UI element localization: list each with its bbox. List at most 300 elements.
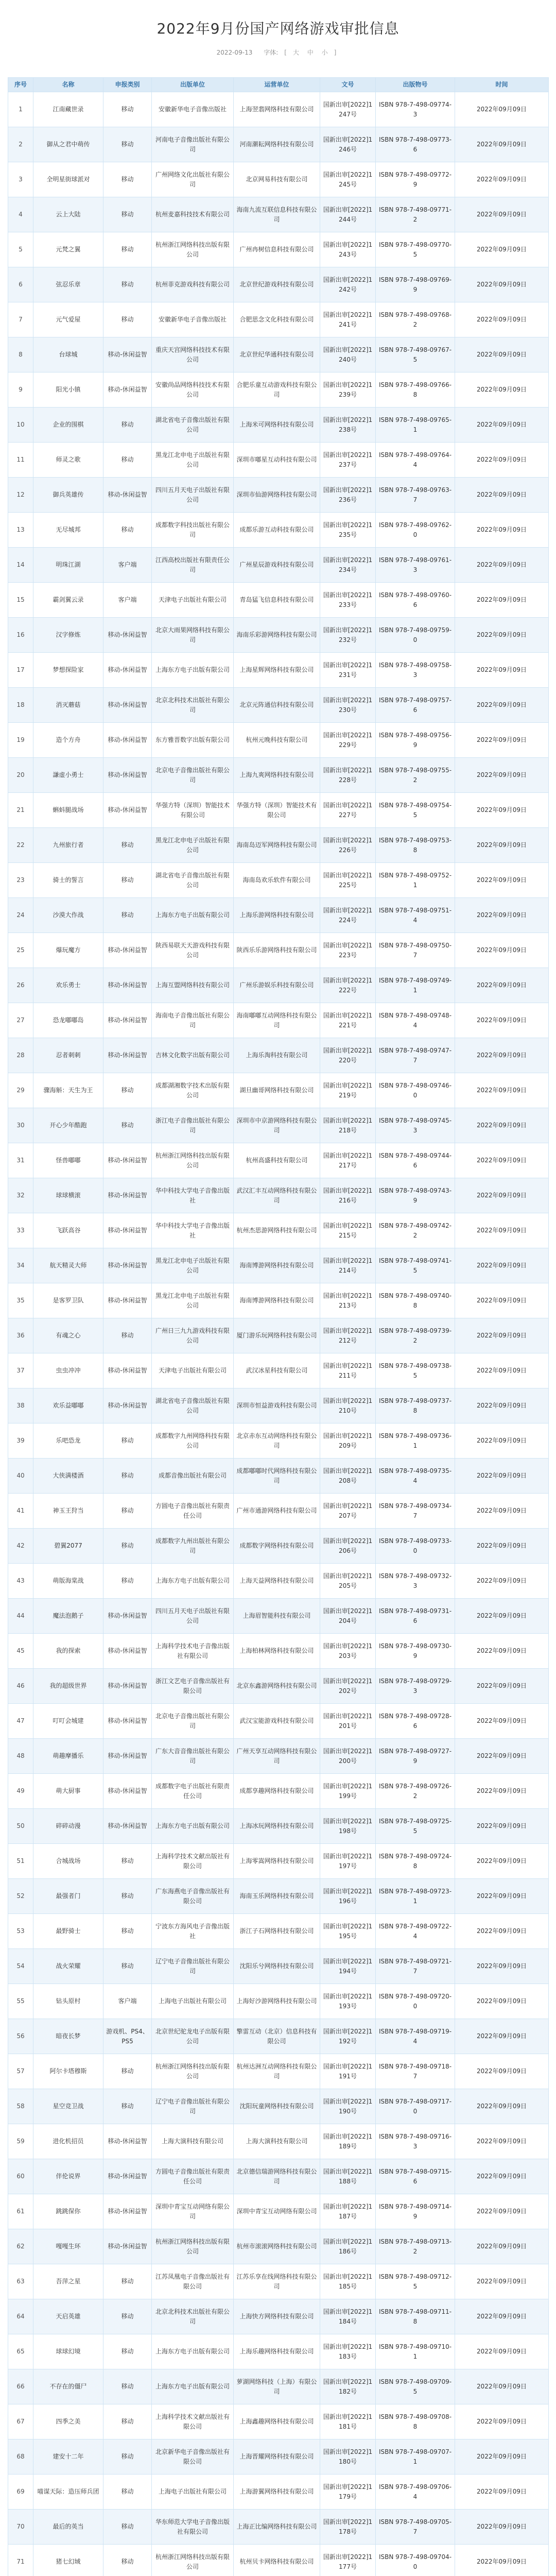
cell-publisher: 海南电子音像出版社有限公司 (152, 1003, 234, 1038)
table-row (8, 1984, 549, 2019)
cell-isbn: ISBN 978-7-498-09726-2 (376, 1774, 455, 1809)
cell-category: 移动 (103, 408, 152, 443)
cell-operator: 上海天益网络科技有限公司 (234, 1564, 320, 1599)
cell-operator: 海南博游网络科技有限公司 (234, 1248, 320, 1283)
table-row (8, 2545, 549, 2576)
cell-publisher: 北京电子音像出版社有限公司 (152, 758, 234, 793)
table-row (8, 1073, 549, 1108)
cell-isbn: ISBN 978-7-498-09720-0 (376, 1984, 455, 2019)
cell-date: 2022年09月09日 (455, 1283, 549, 1318)
cell-operator: 陕西乐乐游网络科技有限公司 (234, 933, 320, 968)
cell-approval-no: 国新出审[2022]1247号 (320, 92, 376, 127)
cell-isbn: ISBN 978-7-498-09739-2 (376, 1318, 455, 1353)
cell-approval-no: 国新出审[2022]1224号 (320, 898, 376, 933)
table-row (8, 1529, 549, 1564)
cell-index: 11 (8, 443, 33, 478)
cell-category: 移动-休闲益智 (103, 1739, 152, 1774)
cell-game-name: 萌版海棠战 (33, 1564, 103, 1599)
cell-operator: 武汉宝能游戏科技有限公司 (234, 1704, 320, 1739)
table-row (8, 933, 549, 968)
cell-isbn: ISBN 978-7-498-09706-4 (376, 2475, 455, 2510)
cell-game-name: 钻头原村 (33, 1984, 103, 2019)
cell-index: 63 (8, 2264, 33, 2299)
cell-game-name: 欢乐勇士 (33, 968, 103, 1003)
table-row (8, 2159, 549, 2194)
cell-game-name: 萌趣摩播乐 (33, 1739, 103, 1774)
cell-approval-no: 国新出审[2022]1214号 (320, 1248, 376, 1283)
cell-approval-no: 国新出审[2022]1244号 (320, 197, 376, 232)
cell-isbn: ISBN 978-7-498-09753-8 (376, 828, 455, 863)
cell-date: 2022年09月09日 (455, 2510, 549, 2545)
cell-isbn: ISBN 978-7-498-09746-0 (376, 1073, 455, 1108)
cell-operator: 上海冰玩网络科技有限公司 (234, 1809, 320, 1844)
cell-date: 2022年09月09日 (455, 1809, 549, 1844)
cell-category: 移动 (103, 1844, 152, 1879)
table-row (8, 863, 549, 898)
cell-index: 22 (8, 828, 33, 863)
cell-game-name: 四季之美 (33, 2404, 103, 2439)
cell-category: 客户端 (103, 1984, 152, 2019)
cell-isbn: ISBN 978-7-498-09757-6 (376, 688, 455, 723)
cell-approval-no: 国新出审[2022]1197号 (320, 1844, 376, 1879)
cell-game-name: 叮叮会城建 (33, 1704, 103, 1739)
cell-operator: 成都数字网络科技有限公司 (234, 1529, 320, 1564)
cell-operator: 华强方特（深圳）智能技术有限公司 (234, 793, 320, 828)
cell-index: 56 (8, 2019, 33, 2054)
cell-isbn: ISBN 978-7-498-09715-6 (376, 2159, 455, 2194)
cell-isbn: ISBN 978-7-498-09770-5 (376, 232, 455, 267)
cell-approval-no: 国新出审[2022]1179号 (320, 2475, 376, 2510)
cell-game-name: 阳光小镇 (33, 372, 103, 408)
cell-index: 28 (8, 1038, 33, 1073)
cell-operator: 上海大演科技有限公司 (234, 2124, 320, 2159)
cell-publisher: 北京电子音像出版社有限公司 (152, 1704, 234, 1739)
cell-publisher: 上海科学技术电子音像出版社有限公司 (152, 1634, 234, 1669)
cell-category: 移动-休闲益智 (103, 2229, 152, 2264)
cell-game-name: 台球城 (33, 337, 103, 372)
cell-index: 12 (8, 478, 33, 513)
cell-category: 客户端 (103, 548, 152, 583)
cell-date: 2022年09月09日 (455, 2264, 549, 2299)
cell-approval-no: 国新出审[2022]1226号 (320, 828, 376, 863)
cell-isbn: ISBN 978-7-498-09721-7 (376, 1949, 455, 1984)
cell-isbn: ISBN 978-7-498-09764-4 (376, 443, 455, 478)
cell-date: 2022年09月09日 (455, 267, 549, 302)
cell-publisher: 北京北科技术出版社有限公司 (152, 688, 234, 723)
cell-operator: 上海柏林网络科技有限公司 (234, 1634, 320, 1669)
cell-category: 移动-休闲益智 (103, 337, 152, 372)
cell-publisher: 成都数字科技出版社有限公司 (152, 513, 234, 548)
cell-approval-no: 国新出审[2022]1198号 (320, 1809, 376, 1844)
cell-game-name: 元气爱屋 (33, 302, 103, 337)
cell-approval-no: 国新出审[2022]1225号 (320, 863, 376, 898)
cell-date: 2022年09月09日 (455, 2124, 549, 2159)
cell-date: 2022年09月09日 (455, 828, 549, 863)
cell-game-name: 师灵之歌 (33, 443, 103, 478)
cell-index: 43 (8, 1564, 33, 1599)
table-row (8, 618, 549, 653)
cell-publisher: 天津电子出版社有限公司 (152, 583, 234, 618)
cell-index: 41 (8, 1494, 33, 1529)
cell-approval-no: 国新出审[2022]1220号 (320, 1038, 376, 1073)
cell-game-name: 謙虚小勇士 (33, 758, 103, 793)
cell-operator: 上海晋耀网络科技有限公司 (234, 2439, 320, 2475)
cell-game-name: 梦想探险家 (33, 653, 103, 688)
cell-isbn: ISBN 978-7-498-09716-3 (376, 2124, 455, 2159)
cell-category: 移动-休闲益智 (103, 1003, 152, 1038)
cell-approval-no: 国新出审[2022]1206号 (320, 1529, 376, 1564)
cell-game-name: 御从之君中萌传 (33, 127, 103, 162)
cell-approval-no: 国新出审[2022]1196号 (320, 1879, 376, 1914)
font-size-label: 字体: (264, 49, 279, 56)
cell-publisher: 华中科技大学电子音像出版社 (152, 1178, 234, 1213)
cell-publisher: 华中科技大学电子音像出版社 (152, 1213, 234, 1248)
cell-game-name: 欢乐益嘟嘟 (33, 1388, 103, 1423)
cell-operator: 杭州杰思游网络科技有限公司 (234, 1213, 320, 1248)
cell-category: 移动 (103, 2299, 152, 2334)
table-row (8, 408, 549, 443)
cell-game-name: 星空竞卫战 (33, 2089, 103, 2124)
cell-isbn: ISBN 978-7-498-09730-9 (376, 1634, 455, 1669)
table-row (8, 443, 549, 478)
cell-category: 移动-休闲益智 (103, 1388, 152, 1423)
cell-operator: 海南乐彩游网络科技有限公司 (234, 618, 320, 653)
table-row (8, 2194, 549, 2229)
cell-isbn: ISBN 978-7-498-09705-7 (376, 2510, 455, 2545)
cell-category: 移动-休闲益智 (103, 688, 152, 723)
cell-approval-no: 国新出审[2022]1233号 (320, 583, 376, 618)
table-row (8, 898, 549, 933)
cell-isbn: ISBN 978-7-498-09759-0 (376, 618, 455, 653)
cell-operator: 上海正比编网络科技有限公司 (234, 2510, 320, 2545)
cell-operator: 北京赤东互动网络科技有限公司 (234, 1423, 320, 1459)
cell-isbn: ISBN 978-7-498-09724-8 (376, 1844, 455, 1879)
cell-operator: 厦门游乐玩网络科技有限公司 (234, 1318, 320, 1353)
cell-date: 2022年09月09日 (455, 337, 549, 372)
font-size-medium[interactable]: 中 (307, 49, 314, 56)
cell-approval-no: 国新出审[2022]1242号 (320, 267, 376, 302)
table-row (8, 723, 549, 758)
cell-index: 26 (8, 968, 33, 1003)
cell-approval-no: 国新出审[2022]1241号 (320, 302, 376, 337)
cell-operator: 武汉冰星科技有限公司 (234, 1353, 320, 1388)
cell-category: 移动 (103, 1494, 152, 1529)
cell-approval-no: 国新出审[2022]1229号 (320, 723, 376, 758)
cell-game-name: 碎碎动漫 (33, 1809, 103, 1844)
cell-index: 38 (8, 1388, 33, 1423)
cell-publisher: 方圆电子音像出版社有限责任公司 (152, 1494, 234, 1529)
table-row (8, 127, 549, 162)
cell-category: 移动-休闲益智 (103, 653, 152, 688)
cell-operator: 合肥思念文化科技有限公司 (234, 302, 320, 337)
cell-game-name: 飞跃高谷 (33, 1213, 103, 1248)
cell-approval-no: 国新出审[2022]1195号 (320, 1914, 376, 1949)
cell-category: 移动-休闲益智 (103, 1634, 152, 1669)
font-size-small[interactable]: 小 (321, 49, 328, 56)
cell-isbn: ISBN 978-7-498-09725-5 (376, 1809, 455, 1844)
cell-publisher: 广东海燕电子音像出版社有限公司 (152, 1879, 234, 1914)
cell-publisher: 杭州浙江网络科技出版有限公司 (152, 1143, 234, 1178)
cell-category: 移动 (103, 2510, 152, 2545)
cell-index: 68 (8, 2439, 33, 2475)
cell-category: 移动-休闲益智 (103, 933, 152, 968)
cell-publisher: 杭州菲克游戏科技有限公司 (152, 267, 234, 302)
cell-index: 17 (8, 653, 33, 688)
cell-approval-no: 国新出审[2022]1181号 (320, 2404, 376, 2439)
cell-publisher: 成都数字电子出版社有限责任公司 (152, 1774, 234, 1809)
table-row (8, 2089, 549, 2124)
cell-date: 2022年09月09日 (455, 1494, 549, 1529)
cell-isbn: ISBN 978-7-498-09772-9 (376, 162, 455, 197)
cell-category: 移动 (103, 197, 152, 232)
table-row (8, 1213, 549, 1248)
cell-publisher: 方圆电子音像出版社有限责任公司 (152, 2159, 234, 2194)
cell-index: 1 (8, 92, 33, 127)
cell-approval-no: 国新出审[2022]1199号 (320, 1774, 376, 1809)
cell-category: 移动 (103, 232, 152, 267)
table-row (8, 758, 549, 793)
cell-operator: 上海九爽网络科技有限公司 (234, 758, 320, 793)
table-row (8, 513, 549, 548)
cell-date: 2022年09月09日 (455, 688, 549, 723)
table-row (8, 828, 549, 863)
cell-isbn: ISBN 978-7-498-09719-4 (376, 2019, 455, 2054)
cell-category: 移动 (103, 1108, 152, 1143)
column-header-name: 名称 (33, 78, 103, 92)
font-size-large[interactable]: 大 (292, 49, 299, 56)
cell-category: 移动-休闲益智 (103, 1283, 152, 1318)
cell-isbn: ISBN 978-7-498-09736-1 (376, 1423, 455, 1459)
cell-approval-no: 国新出审[2022]1219号 (320, 1073, 376, 1108)
cell-game-name: 无尽城邦 (33, 513, 103, 548)
publish-date: 2022-09-13 (216, 49, 253, 56)
cell-isbn: ISBN 978-7-498-09750-7 (376, 933, 455, 968)
table-row (8, 548, 549, 583)
cell-category: 移动-休闲益智 (103, 723, 152, 758)
cell-index: 18 (8, 688, 33, 723)
cell-index: 4 (8, 197, 33, 232)
cell-index: 58 (8, 2089, 33, 2124)
table-row (8, 1844, 549, 1879)
cell-game-name: 猪七幻域 (33, 2545, 103, 2576)
cell-publisher: 吉林文化数字出版有限公司 (152, 1038, 234, 1073)
cell-index: 59 (8, 2124, 33, 2159)
cell-approval-no: 国新出审[2022]1218号 (320, 1108, 376, 1143)
cell-category: 移动 (103, 2369, 152, 2404)
table-header-row (8, 78, 549, 92)
cell-isbn: ISBN 978-7-498-09762-0 (376, 513, 455, 548)
cell-operator: 上海星辉网络科技有限公司 (234, 653, 320, 688)
cell-index: 6 (8, 267, 33, 302)
cell-publisher: 上海东方电子出版有限公司 (152, 653, 234, 688)
cell-publisher: 上海东方电子出版有限公司 (152, 2334, 234, 2369)
cell-category: 移动 (103, 2475, 152, 2510)
cell-category: 移动 (103, 2439, 152, 2475)
cell-category: 移动-休闲益智 (103, 372, 152, 408)
cell-date: 2022年09月09日 (455, 723, 549, 758)
cell-approval-no: 国新出审[2022]1222号 (320, 968, 376, 1003)
table-row (8, 688, 549, 723)
cell-publisher: 黑龙江北申电子出版社有限公司 (152, 1283, 234, 1318)
cell-category: 移动 (103, 828, 152, 863)
cell-isbn: ISBN 978-7-498-09711-8 (376, 2299, 455, 2334)
cell-index: 34 (8, 1248, 33, 1283)
cell-date: 2022年09月09日 (455, 933, 549, 968)
cell-index: 23 (8, 863, 33, 898)
cell-game-name: 跳跳保你 (33, 2194, 103, 2229)
cell-index: 44 (8, 1599, 33, 1634)
cell-operator: 海南九流互联信息科技有限公司 (234, 197, 320, 232)
cell-publisher: 上海东方电子出版有限公司 (152, 2369, 234, 2404)
cell-operator: 海南岛欢乐软件有限公司 (234, 863, 320, 898)
cell-approval-no: 国新出审[2022]1183号 (320, 2334, 376, 2369)
cell-game-name: 合城战场 (33, 1844, 103, 1879)
cell-index: 9 (8, 372, 33, 408)
cell-isbn: ISBN 978-7-498-09717-0 (376, 2089, 455, 2124)
cell-operator: 深圳中青宝互动网络有限公司 (234, 2194, 320, 2229)
cell-category: 移动 (103, 898, 152, 933)
table-row (8, 2054, 549, 2089)
cell-publisher: 杭州浙江网络科技出版有限公司 (152, 2054, 234, 2089)
approval-table (8, 77, 549, 2576)
cell-publisher: 辽宁电子音像出版社有限公司 (152, 2089, 234, 2124)
cell-game-name: 骤海斛：天生为王 (33, 1073, 103, 1108)
table-row (8, 2369, 549, 2404)
cell-date: 2022年09月09日 (455, 1879, 549, 1914)
table-row (8, 793, 549, 828)
cell-game-name: 最强者门 (33, 1879, 103, 1914)
cell-index: 21 (8, 793, 33, 828)
cell-date: 2022年09月09日 (455, 1564, 549, 1599)
cell-category: 移动 (103, 1879, 152, 1914)
cell-isbn: ISBN 978-7-498-09727-9 (376, 1739, 455, 1774)
cell-date: 2022年09月09日 (455, 1949, 549, 1984)
cell-publisher: 宁波东方海风电子音像出版社 (152, 1914, 234, 1949)
cell-publisher: 安徽新华电子音像出版社 (152, 302, 234, 337)
cell-approval-no: 国新出审[2022]1216号 (320, 1178, 376, 1213)
cell-isbn: ISBN 978-7-498-09773-6 (376, 127, 455, 162)
cell-isbn: ISBN 978-7-498-09755-2 (376, 758, 455, 793)
cell-index: 40 (8, 1459, 33, 1494)
cell-publisher: 东方雅晋数字出版有限公司 (152, 723, 234, 758)
cell-approval-no: 国新出审[2022]1217号 (320, 1143, 376, 1178)
cell-game-name: 消灭蘑菇 (33, 688, 103, 723)
column-header-category: 申报类别 (103, 78, 152, 92)
cell-date: 2022年09月09日 (455, 443, 549, 478)
cell-approval-no: 国新出审[2022]1200号 (320, 1739, 376, 1774)
cell-publisher: 上海东方电子出版有限公司 (152, 1564, 234, 1599)
cell-index: 13 (8, 513, 33, 548)
cell-operator: 擎雷互动（北京）信息科技有限公司 (234, 2019, 320, 2054)
cell-game-name: 战火荣耀 (33, 1949, 103, 1984)
cell-publisher: 上海电子出版社有限公司 (152, 1984, 234, 2019)
cell-publisher: 上海科学技术文献出版社有限公司 (152, 2404, 234, 2439)
cell-index: 39 (8, 1423, 33, 1459)
cell-operator: 上海乐游网络科技有限公司 (234, 898, 320, 933)
cell-game-name: 造个方舟 (33, 723, 103, 758)
cell-game-name: 企业的围棋 (33, 408, 103, 443)
cell-game-name: 最后的英当 (33, 2510, 103, 2545)
cell-operator: 深圳市中京游网络科技有限公司 (234, 1108, 320, 1143)
cell-index: 62 (8, 2229, 33, 2264)
cell-game-name: 忍者刺刺 (33, 1038, 103, 1073)
cell-publisher: 成都数字九州出版社有限公司 (152, 1529, 234, 1564)
cell-isbn: ISBN 978-7-498-09709-5 (376, 2369, 455, 2404)
cell-isbn: ISBN 978-7-498-09744-6 (376, 1143, 455, 1178)
cell-category: 移动 (103, 2089, 152, 2124)
column-header-publisher: 出版单位 (152, 78, 234, 92)
cell-operator: 广州冉树信息科技有限公司 (234, 232, 320, 267)
cell-approval-no: 国新出审[2022]1234号 (320, 548, 376, 583)
cell-date: 2022年09月09日 (455, 1844, 549, 1879)
cell-operator: 合肥乐童互动游戏科技有限公司 (234, 372, 320, 408)
cell-index: 15 (8, 583, 33, 618)
cell-approval-no: 国新出审[2022]1203号 (320, 1634, 376, 1669)
cell-game-name: 萌大厨事 (33, 1774, 103, 1809)
cell-publisher: 上海东方电子出版有限公司 (152, 898, 234, 933)
cell-publisher: 四川五月天电子出版社有限公司 (152, 1599, 234, 1634)
cell-approval-no: 国新出审[2022]1211号 (320, 1353, 376, 1388)
table-row (8, 1248, 549, 1283)
cell-date: 2022年09月09日 (455, 1108, 549, 1143)
cell-isbn: ISBN 978-7-498-09704-0 (376, 2545, 455, 2576)
cell-date: 2022年09月09日 (455, 1178, 549, 1213)
cell-category: 客户端 (103, 583, 152, 618)
cell-operator: 武汉汇丰互动网络科技有限公司 (234, 1178, 320, 1213)
cell-index: 64 (8, 2299, 33, 2334)
cell-index: 10 (8, 408, 33, 443)
cell-date: 2022年09月09日 (455, 302, 549, 337)
cell-game-name: 航天精灵大师 (33, 1248, 103, 1283)
cell-index: 19 (8, 723, 33, 758)
cell-approval-no: 国新出审[2022]1231号 (320, 653, 376, 688)
cell-date: 2022年09月09日 (455, 1774, 549, 1809)
cell-category: 移动 (103, 162, 152, 197)
cell-operator: 成都享趣网络科技有限公司 (234, 1774, 320, 1809)
cell-game-name: 我的探索 (33, 1634, 103, 1669)
cell-operator: 上海好沙游网络科技有限公司 (234, 1984, 320, 2019)
table-row (8, 2019, 549, 2054)
cell-publisher: 湖北省电子音像出版社有限公司 (152, 863, 234, 898)
cell-date: 2022年09月09日 (455, 1599, 549, 1634)
table-row (8, 1564, 549, 1599)
cell-date: 2022年09月09日 (455, 92, 549, 127)
cell-isbn: ISBN 978-7-498-09740-8 (376, 1283, 455, 1318)
table-row (8, 2334, 549, 2369)
cell-operator: 广州市通游网络科技有限公司 (234, 1494, 320, 1529)
table-row (8, 2264, 549, 2299)
cell-category: 移动-休闲益智 (103, 2194, 152, 2229)
cell-category: 移动-休闲益智 (103, 1038, 152, 1073)
cell-game-name: 神玉王狩当 (33, 1494, 103, 1529)
cell-game-name: 乐吧恐龙 (33, 1423, 103, 1459)
cell-approval-no: 国新出审[2022]1201号 (320, 1704, 376, 1739)
cell-game-name: 蝌蚪腿战场 (33, 793, 103, 828)
cell-publisher: 成都音像出版社有限公司 (152, 1459, 234, 1494)
cell-category: 移动-休闲益智 (103, 1599, 152, 1634)
cell-approval-no: 国新出审[2022]1177号 (320, 2545, 376, 2576)
cell-index: 51 (8, 1844, 33, 1879)
cell-isbn: ISBN 978-7-498-09732-3 (376, 1564, 455, 1599)
cell-index: 53 (8, 1914, 33, 1949)
cell-isbn: ISBN 978-7-498-09723-1 (376, 1879, 455, 1914)
cell-game-name: 九州旅行者 (33, 828, 103, 863)
cell-category: 移动 (103, 2054, 152, 2089)
cell-category: 移动 (103, 1914, 152, 1949)
cell-category: 移动-休闲益智 (103, 758, 152, 793)
cell-publisher: 黑龙江北申电子出版社有限公司 (152, 443, 234, 478)
cell-isbn: ISBN 978-7-498-09735-4 (376, 1459, 455, 1494)
